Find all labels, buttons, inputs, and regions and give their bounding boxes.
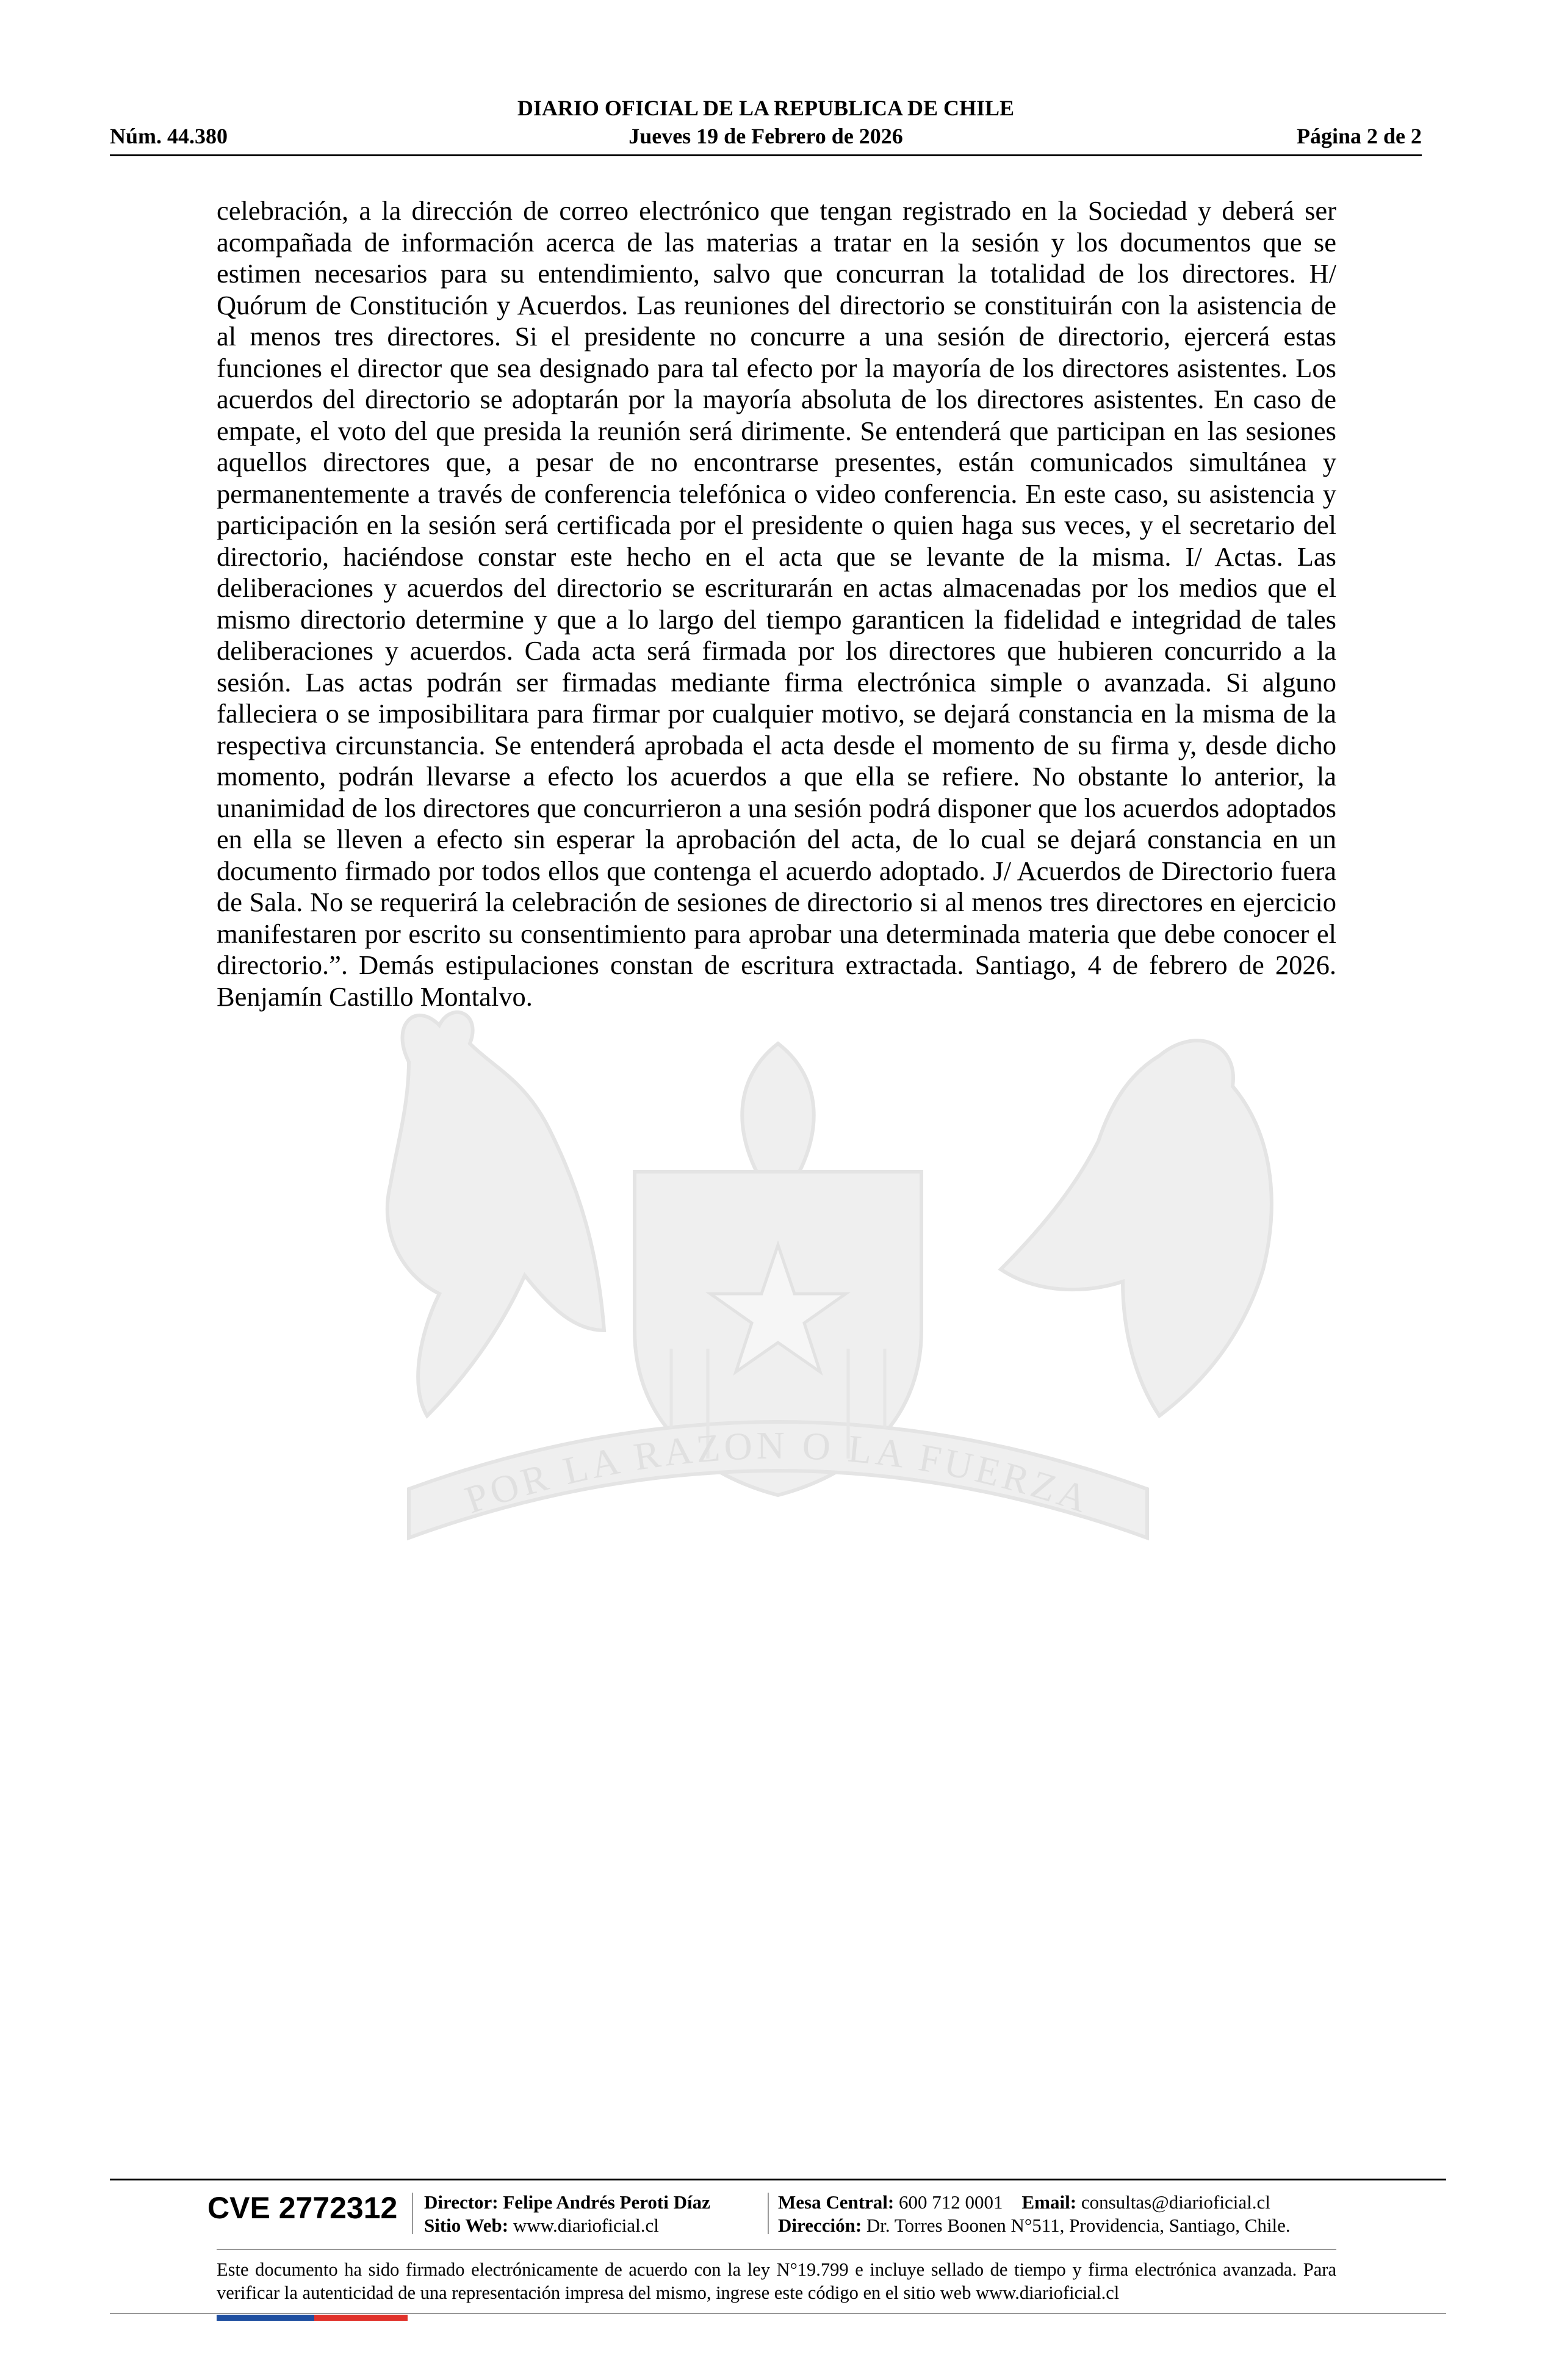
footer-divider-top (110, 2179, 1446, 2180)
footer-separator (768, 2193, 769, 2234)
flag-stripe-blue (217, 2315, 314, 2321)
cve-code: CVE 2772312 (207, 2191, 398, 2225)
email-label: Email: (1021, 2191, 1077, 2213)
page-indicator: Página 2 de 2 (1296, 124, 1422, 148)
email-link[interactable]: consultas@diarioficial.cl (1081, 2191, 1270, 2213)
coat-of-arms-icon (207, 989, 1349, 1672)
footer-divider-bottom (110, 2313, 1446, 2314)
address-value: Dr. Torres Boonen N°511, Providencia, Santiago, Chile. (866, 2215, 1291, 2236)
footer-contact-block (778, 2191, 1291, 2237)
issue-number: Núm. 44.380 (110, 124, 228, 148)
issue-date: Jueves 19 de Febrero de 2026 (629, 124, 903, 148)
phone-label: Mesa Central: (778, 2191, 895, 2213)
watermark-motto: POR LA RAZON O LA FUERZA (459, 1423, 1097, 1522)
phone-number: 600 712 0001 (899, 2191, 1003, 2213)
footer-divider-middle (217, 2249, 1336, 2250)
footer-director-block (424, 2191, 710, 2237)
footer-separator (412, 2193, 413, 2234)
address-label: Dirección: (778, 2215, 862, 2236)
flag-stripe-red (314, 2315, 408, 2321)
flag-stripe (217, 2315, 408, 2321)
web-link[interactable]: www.diarioficial.cl (513, 2215, 659, 2236)
director-name: Felipe Andrés Peroti Díaz (503, 2191, 710, 2213)
page-header (110, 95, 1422, 156)
body-text: celebración, a la dirección de correo electrónico que tengan registrado en la Sociedad y deberá ser acompañada de información acerca de las materias a tratar en la sesión y los documentos que se estimen necesarios para su entendimiento, salvo que concurran la totalidad de los directores. H/ Quórum de Constitución y Acuerdos. Las reuniones del directorio se constituirán con la asistencia de al menos tres directores. Si el presidente no concurre a una sesión de directorio, ejercerá estas funciones el director que sea designado para tal efecto por la mayoría de los directores asistentes. Los acuerdos del directorio se adoptarán por la mayoría absoluta de los directores asistentes. En caso de empate, el voto del que presida la reunión será dirimente. Se entenderá que participan en las sesiones aquellos directores que, a pesar de no encontrarse presentes, están comunicados simultánea y permanentemente a través de conferencia telefónica o video conferencia. En este caso, su asistencia y participación en la sesión será certificada por el presidente o quien haga sus veces, y el secretario del directorio, haciéndose constar este hecho en el acta que se levante de la misma. I/ Actas. Las deliberaciones y acuerdos del directorio se escriturarán en actas almacenadas por los medios que el mismo directorio determine y que a lo largo del tiempo garanticen la fidelidad e integridad de tales deliberaciones y acuerdos. Cada acta será firmada por los directores que hubieren concurrido a la sesión. Las actas podrán ser firmadas mediante firma electrónica simple o avanzada. Si alguno falleciera o se imposibilitara para firmar por cualquier motivo, se dejará constancia en la misma de la respectiva circunstancia. Se entenderá aprobada el acta desde el momento de su firma y, desde dicho momento, podrán llevarse a efecto los acuerdos a que ella se refiere. No obstante lo anterior, la unanimidad de los directores que concurrieron a una sesión podrá disponer que los acuerdos adoptados en ella se lleven a efecto sin esperar la aprobación del acta, de lo cual se dejará constancia en un documento firmado por todos ellos que contenga el acuerdo adoptado. J/ Acuerdos de Directorio fuera de Sala. No se requerirá la celebración de sesiones de directorio si al menos tres directores en ejercicio manifestaren por escrito su consentimiento para aprobar una determinada materia que debe conocer el directorio.”. Demás estipulaciones constan de escritura extractada. Santiago, 4 de febrero de 2026. Benjamín Castillo Montalvo. (217, 195, 1336, 1012)
newspaper-title: DIARIO OFICIAL DE LA REPUBLICA DE CHILE (517, 96, 1015, 120)
web-label: Sitio Web: (424, 2215, 509, 2236)
legal-notice: Este documento ha sido firmado electrónicamente de acuerdo con la ley N°19.799 e incluye sellado de tiempo y firma electrónica avanzada. Para verificar la autenticidad de una representación impresa del mismo, ingrese este código en el sitio web www.diarioficial.cl (217, 2259, 1336, 2303)
director-label: Director: (424, 2191, 499, 2213)
header-divider (110, 154, 1422, 156)
